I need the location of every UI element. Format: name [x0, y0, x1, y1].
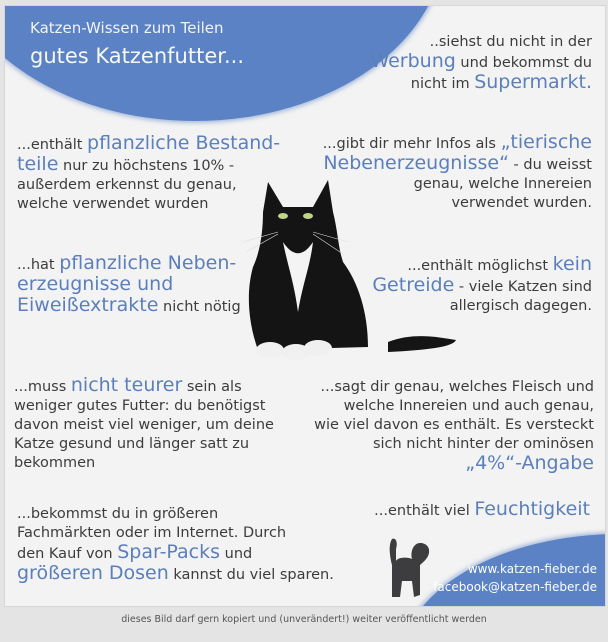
block-teurer: ...muss nicht teurer sein als weniger gutes Futter: du benötigst davon meist viel weniger, um deine Katze gesund und länger satt zu bekommen: [14, 374, 274, 471]
facebook-contact[interactable]: facebook@katzen-fieber.de: [433, 580, 597, 594]
website-link[interactable]: www.katzen-fieber.de: [467, 562, 597, 576]
kitten-silhouette-icon: [386, 535, 436, 601]
block-kauf: ...bekommst du in größeren Fachmärkten oder im Internet. Durch den Kauf von Spar-Packs und größeren Dosen kannst du viel sparen.: [17, 506, 334, 584]
block-pflanzlich: ...enthält pflanzliche Bestand- teile nur zu höchstens 10% - außerdem erkennst du genau, welche verwendet wurden: [17, 132, 281, 212]
block-fleisch: ...sagt dir genau, welches Fleisch und welche Innereien und auch genau, wie viel davon es enthält. Es versteckt sich nicht hinter der ominösen „4%“-Angabe: [314, 379, 594, 474]
block-tierisch: ...gibt dir mehr Infos als „tierische Nebenerzeugnisse“ - du weisst genau, welche Innereien verwendet wurden.: [322, 131, 592, 211]
cat-photo: [238, 172, 458, 364]
header-title: gutes Katzenfutter...: [30, 44, 244, 68]
block-feucht: ...enthält viel Feuchtigkeit: [374, 498, 590, 520]
block-werbung: ..siehst du nicht in der Werbung und bekommst du nicht im Supermarkt.: [370, 34, 592, 93]
block-getreide: ...enthält möglichst kein Getreide - viele Katzen sind allergisch dagegen.: [372, 253, 592, 314]
header-subtitle: Katzen-Wissen zum Teilen: [30, 19, 224, 37]
contact-info: [433, 560, 597, 596]
block-neben: ...hat pflanzliche Neben- erzeugnisse und Eiweißextrakte nicht nötig: [17, 252, 241, 316]
copy-notice: dieses Bild darf gern kopiert und (unverändert!) weiter veröffentlicht werden: [121, 614, 487, 625]
